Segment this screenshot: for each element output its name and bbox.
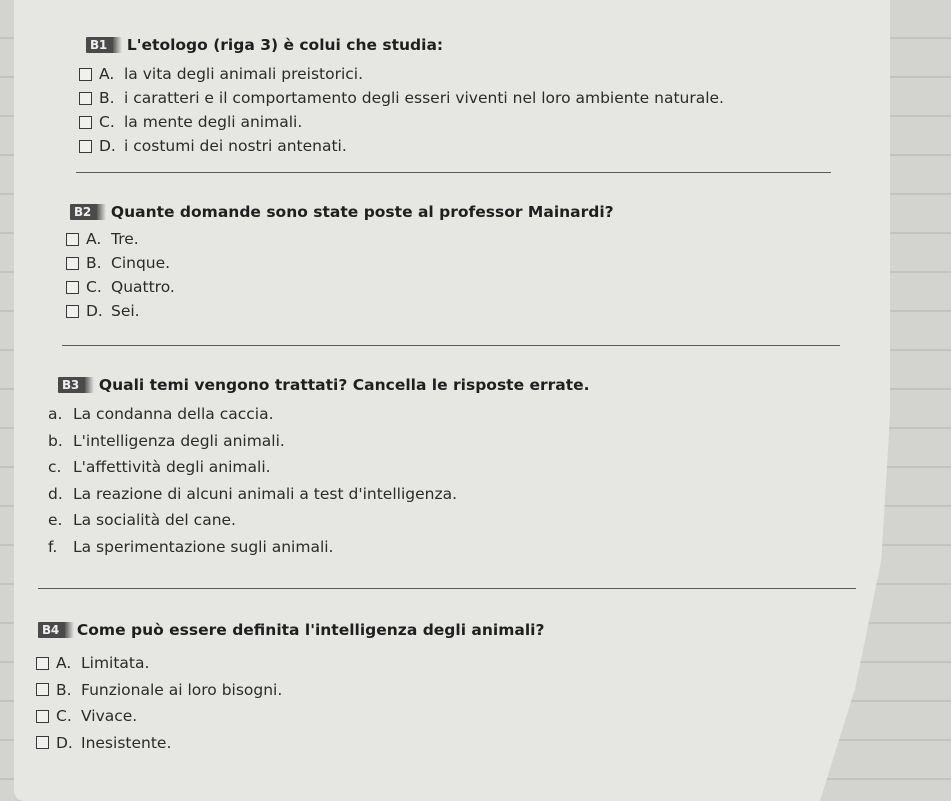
option-text: La condanna della caccia. [73, 405, 274, 424]
option-letter: D. [56, 733, 73, 752]
option-text: Quattro. [111, 278, 175, 296]
option-text: la vita degli animali preistorici. [124, 65, 364, 83]
statement-b3-a[interactable] [48, 401, 457, 428]
checkbox[interactable] [66, 233, 79, 246]
option-b1-b[interactable] [79, 86, 724, 110]
option-text: Vivace. [81, 707, 138, 726]
question-b2 [70, 203, 614, 221]
option-text: L'affettività degli animali. [73, 458, 271, 477]
option-b4-c[interactable] [36, 703, 282, 730]
option-letter: A. [99, 65, 115, 83]
option-b4-a[interactable] [36, 650, 282, 677]
option-b2-d[interactable] [66, 299, 175, 323]
question-b2-options [66, 227, 175, 323]
option-text: la mente degli animali. [124, 113, 303, 131]
question-b4-options [36, 650, 282, 756]
option-letter: b. [48, 431, 63, 450]
statement-b3-e[interactable] [48, 507, 457, 534]
option-text: Inesistente. [81, 733, 172, 752]
checkbox[interactable] [66, 281, 79, 294]
statement-b3-c[interactable] [48, 454, 457, 481]
question-badge-b2: B2 [70, 204, 97, 220]
option-b4-d[interactable] [36, 730, 282, 757]
option-letter: a. [48, 405, 63, 424]
option-letter: d. [48, 484, 63, 503]
option-text: L'intelligenza degli animali. [73, 431, 285, 450]
option-text: Cinque. [111, 254, 171, 272]
question-b4-title [38, 621, 544, 639]
question-b3-text: Quali temi vengono trattati? Cancella le risposte errate. [98, 376, 590, 394]
checkbox[interactable] [79, 92, 92, 105]
option-b1-d[interactable] [79, 134, 724, 158]
question-badge-b3: B3 [58, 377, 85, 393]
option-text: i caratteri e il comportamento degli esseri viventi nel loro ambiente naturale. [124, 89, 724, 107]
option-letter: f. [48, 537, 58, 556]
question-badge-b4: B4 [38, 622, 65, 638]
option-letter: A. [56, 654, 72, 673]
option-letter: B. [86, 254, 102, 272]
option-letter: c. [48, 458, 62, 477]
option-b2-c[interactable] [66, 275, 175, 299]
question-b1-text: L'etologo (riga 3) è colui che studia: [126, 36, 444, 54]
option-text: Tre. [111, 230, 139, 248]
checkbox[interactable] [36, 657, 49, 670]
statement-b3-f[interactable] [48, 534, 457, 561]
question-b4-text: Come può essere definita l'intelligenza degli animali? [76, 621, 545, 639]
checkbox[interactable] [79, 140, 92, 153]
checkbox[interactable] [36, 683, 49, 696]
statement-b3-b[interactable] [48, 428, 457, 455]
option-letter: C. [99, 113, 115, 131]
question-b3 [58, 376, 590, 394]
section-divider [62, 345, 840, 346]
option-text: Funzionale ai loro bisogni. [81, 680, 283, 699]
option-text: Limitata. [81, 654, 150, 673]
option-letter: B. [56, 680, 72, 699]
question-badge-b1: B1 [86, 37, 113, 53]
option-b2-a[interactable] [66, 227, 175, 251]
option-text: i costumi dei nostri antenati. [124, 137, 347, 155]
option-b2-b[interactable] [66, 251, 175, 275]
question-b4 [38, 621, 544, 639]
checkbox[interactable] [79, 68, 92, 81]
checkbox[interactable] [66, 305, 79, 318]
option-b1-c[interactable] [79, 110, 724, 134]
option-letter: D. [99, 137, 116, 155]
question-b1 [86, 36, 443, 54]
option-letter: D. [86, 302, 103, 320]
option-text: La reazione di alcuni animali a test d'intelligenza. [73, 484, 458, 503]
option-text: La socialità del cane. [73, 511, 236, 530]
option-text: La sperimentazione sugli animali. [73, 537, 334, 556]
question-b1-options [79, 62, 724, 158]
option-letter: C. [56, 707, 72, 726]
option-letter: e. [48, 511, 63, 530]
question-b3-options [48, 401, 457, 560]
question-b2-text: Quante domande sono state poste al professor Mainardi? [110, 203, 614, 221]
checkbox[interactable] [66, 257, 79, 270]
section-divider [76, 172, 831, 173]
checkbox[interactable] [36, 710, 49, 723]
question-b2-title [70, 203, 614, 221]
statement-b3-d[interactable] [48, 481, 457, 508]
option-letter: C. [86, 278, 102, 296]
option-b1-a[interactable] [79, 62, 724, 86]
checkbox[interactable] [36, 736, 49, 749]
option-text: Sei. [111, 302, 140, 320]
question-b3-title [58, 376, 590, 394]
option-letter: A. [86, 230, 102, 248]
option-b4-b[interactable] [36, 677, 282, 704]
section-divider [38, 588, 856, 589]
checkbox[interactable] [79, 116, 92, 129]
question-b1-title [86, 36, 443, 54]
option-letter: B. [99, 89, 115, 107]
